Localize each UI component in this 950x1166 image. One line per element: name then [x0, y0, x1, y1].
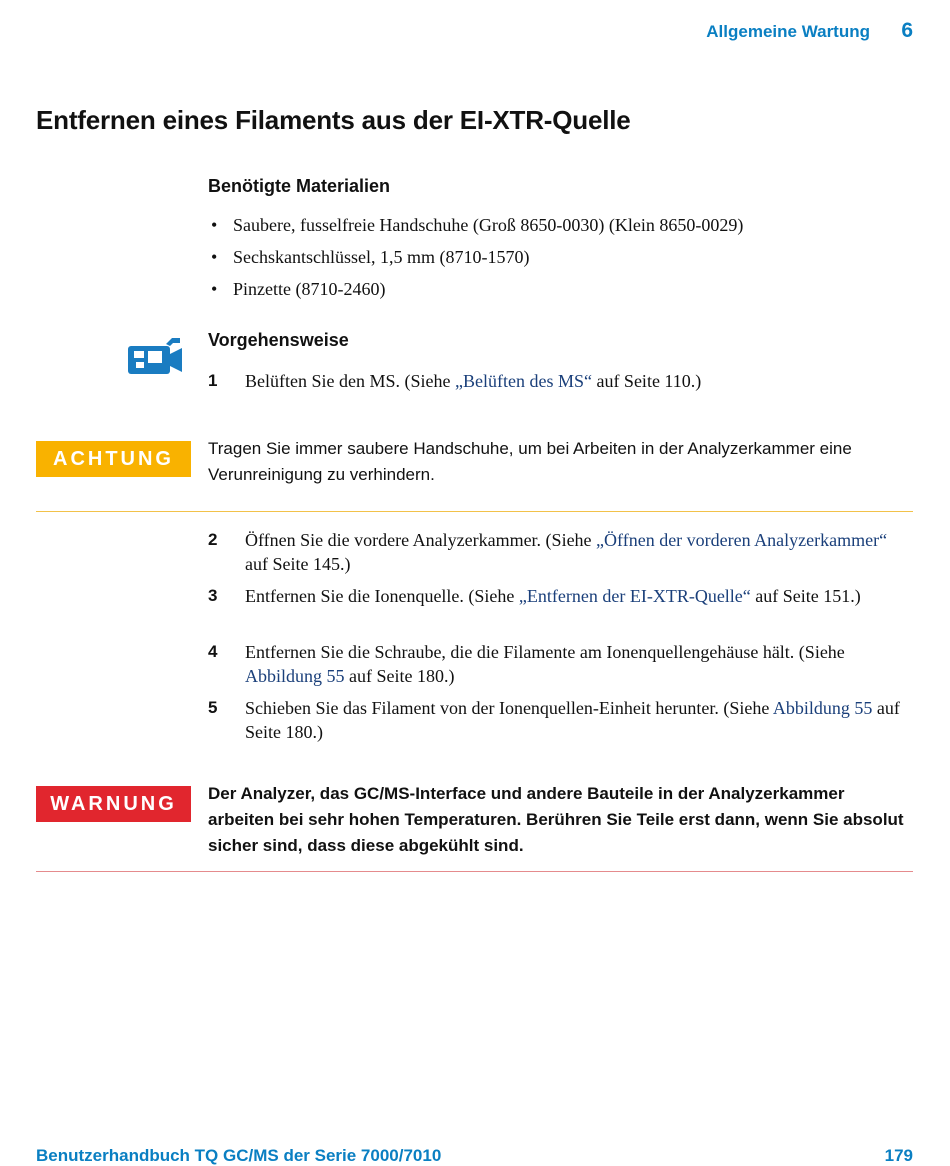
bullet-icon: •: [211, 247, 218, 267]
cross-reference-link[interactable]: „Entfernen der EI-XTR-Quelle“: [518, 586, 751, 606]
page-number: 179: [884, 1146, 913, 1165]
step-number: 4: [208, 642, 218, 661]
warning-badge: WARNUNG: [36, 786, 191, 822]
cross-reference-link[interactable]: „Belüften des MS“: [454, 371, 592, 391]
materials-list: [208, 212, 743, 308]
video-camera-icon: [126, 334, 184, 378]
cross-reference-link[interactable]: „Öffnen der vorderen Analyzerkammer“: [596, 530, 888, 550]
bullet-icon: •: [211, 215, 218, 235]
list-item: • Saubere, fusselfreie Handschuhe (Groß 8650-0030) (Klein 8650-0029): [208, 212, 743, 244]
bullet-icon: •: [211, 279, 218, 299]
page-title: Entfernen eines Filaments aus der EI-XTR-Quelle: [36, 105, 631, 135]
running-header-chapter: 6: [901, 19, 913, 42]
cross-reference-link[interactable]: Abbildung 55: [245, 666, 345, 686]
cross-reference-link[interactable]: Abbildung 55: [772, 698, 873, 718]
caution-text: Tragen Sie immer saubere Handschuhe, um bei Arbeiten in der Analyzerkammer eine Verunreinigung zu verhindern.: [208, 439, 852, 484]
step-number: 1: [208, 371, 218, 390]
warning-divider: [36, 871, 913, 872]
procedure-heading: Vorgehensweise: [208, 330, 349, 350]
step-number: 2: [208, 530, 218, 549]
step-number: 3: [208, 586, 218, 605]
warning-text: Der Analyzer, das GC/MS-Interface und andere Bauteile in der Analyzerkammer arbeiten bei sehr hohen Temperaturen. Berühren Sie Teile erst dann, wenn Sie absolut sicher sind, dass diese abgekühlt sind.: [208, 784, 904, 855]
materials-heading: Benötigte Materialien: [208, 176, 391, 196]
caution-badge: ACHTUNG: [36, 441, 191, 477]
footer-title: Benutzerhandbuch TQ GC/MS der Serie 7000/7010: [36, 1146, 442, 1165]
list-item: • Sechskantschlüssel, 1,5 mm (8710-1570): [208, 244, 743, 276]
running-header-section: Allgemeine Wartung: [706, 22, 870, 41]
list-item: • Pinzette (8710-2460): [208, 276, 743, 308]
step-number: 5: [208, 698, 218, 717]
caution-divider: [36, 511, 913, 512]
